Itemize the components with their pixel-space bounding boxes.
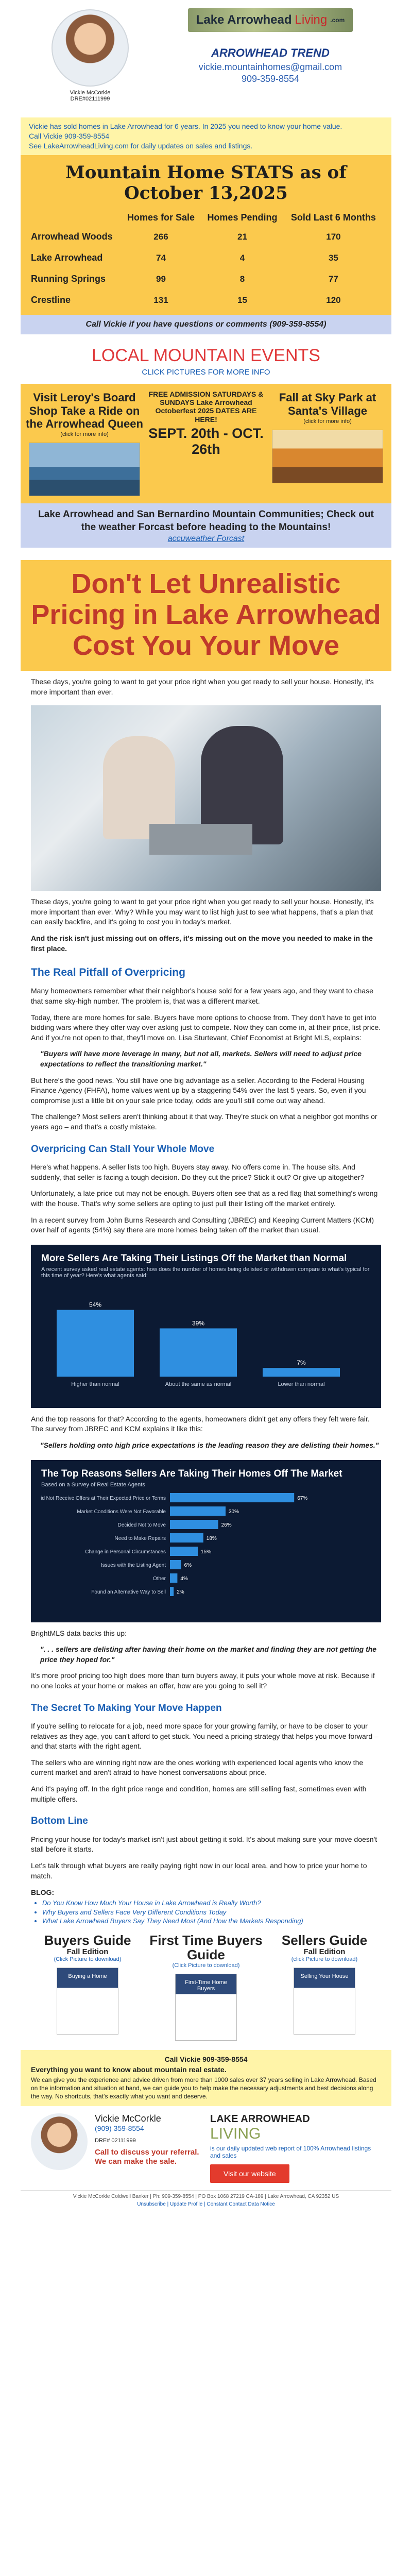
section-heading: Bottom Line	[31, 1816, 88, 1827]
events-subtitle[interactable]: CLICK PICTURES FOR MORE INFO	[142, 368, 270, 377]
chart-bar	[170, 1560, 181, 1569]
chart-bar	[160, 1328, 237, 1377]
tick-label: Higher than normal	[71, 1381, 119, 1387]
event-oktoberfest[interactable]: FREE ADMISSION SATURDAYS & SUNDAYS Lake Arrowhead Octoberfest 2025 DATES ARE HERE! SEPT. 20th - OCT. 26th	[148, 390, 264, 457]
chart-bar	[170, 1493, 294, 1502]
call-link[interactable]: Call Vickie 909-359-8554	[29, 131, 110, 140]
section-heading: The Real Pitfall of Overpricing	[31, 967, 185, 979]
call-bar: Call Vickie if you have questions or comments (909-359-8554)	[21, 315, 391, 334]
buyers-guide[interactable]: Buyers Guide Fall Edition (Click Picture to download) Buying a Home	[31, 1933, 144, 2041]
guides-row	[21, 1926, 391, 2041]
weather-link[interactable]: accuweather Forcast	[167, 534, 245, 543]
chart-bar	[170, 1533, 203, 1543]
data-label: 26%	[221, 1522, 232, 1528]
notice-box: Vickie has sold homes in Lake Arrowhead for 6 years. In 2025 you need to know your home value. Call Vickie 909-359-8554 See LakeArrowheadLiving.com for daily updates on sales and listings.	[21, 117, 391, 155]
article-headline-box	[21, 560, 391, 671]
data-label: 30%	[229, 1509, 239, 1515]
tick-label: Did Not Receive Offers at Their Expected Price or Terms	[41, 1495, 166, 1501]
sellers-guide[interactable]: Sellers Guide Fall Edition (click Picture to download) Selling Your House	[268, 1933, 381, 2041]
chart-delisting-svg	[41, 1279, 371, 1397]
data-label: 54%	[89, 1301, 102, 1309]
guide-cover: First-Time Home Buyers	[175, 1974, 237, 2041]
newsletter: Vickie McCorkle DRE#02111999 Lake Arrowhead Living .com ARROWHEAD TREND vickie.mountainhomes@gmail.com 909-359-8554 Vickie has sold homes in Lake Arrowhead for 6 years. In 2025 you need to know your home value. Call Vickie 909-359-8554 See LakeArrowheadLiving.com for daily updates on sales and listings. Mountain Home STATS as of October 13,2025 Homes for Sale Homes Pending Sold Last 6 Months Arrowhead Woods 266 21 170 Lake Arrowhead 74 4 35 Running Springs 99 8 77 Crestline 131 15 120 Call Vickie if you have questions or comments (909-359-8554) LOCAL MOUNTAIN EVENTS CLICK PICTURES FOR MORE INFO Visit Leroy's Board Shop Take a Ride on the Arrowhead Queen (click for more info) FREE ADMISSION SATURDAYS & SUNDAYS Lake Arrowhead Octoberfest 2025 DATES ARE HERE! SEPT. 20th - OCT. 26th Fall at Sky Park at Santa's Village (click for more info) Lake Arrowhead and San Bernardino Mountain Communities; Check out the weather Forcast before heading to the Mountains! accuweather Forcast Don't Let Unrealistic Pricing in Lake Arrowhead Cost You Your Move These days, you're going to want to get your price right when you get ready to sell your house. Honestly, it's more important than ever. These days, you're going to want to get your price right when you get ready to sell your house. Honestly, it's more important than ever. Why? While you may want to list high just to see what happens, that's a plan that can easily backfire, and it's going to cost you in today's market. And the risk isn't just missing out on offers, it's missing out on the move you needed to make in the first place. The Real Pitfall of Overpricing Many homeowners remember what their neighbor's house sold for a few years ago, and they want to chase that same sky-high number. The problem is, that was a different market. Today, there are more homes for sale. Buyers have more options to choose from. They don't have to get into bidding wars where they offer way over asking just to compete. Now they can come in, at their price, list price. And if you're not open to that, they'll move on. Lisa Sturtevant, Chief Economist at Bright MLS, explains: "Buyers will have more leverage in many, but not all, markets. Sellers will need to adjust price expectations to reflect the transitioning market." But here's the good news. You still have one big advantage as a seller. According to the Federal Housing Finance Agency (FHFA), home values went up by a staggering 54% over the last 5 years. So, even if you compromise just a little bit on your sale price today, odds are you'll still come out way ahead. The challenge? Most sellers aren't thinking about it that way. They're stuck on what a neighbor got months or years ago – and that's a costly mistake. Overpricing Can Stall Your Whole Move Here's what happens. A seller lists too high. Buyers stay away. No offers come in. The house sits. And suddenly, that seller is facing a tough decision. Do they cut the price? Stick it out? Or give up altogether? Unfortunately, a late price cut may not be enough. Buyers often see that as a red flag that something's wrong with the house. That's why some sellers are opting to just pull their listing off the market entirely. In a recent survey from John Burns Research and Consulting (JBREC) and Keeping Current Matters (KCM) over half of agents (54%) say there are more homes being taken off the market than usual. More Sellers Are Taking Their Listings Off the Market than Normal A recent survey asked real estate agents: how does the number of homes being delisted or withdrawn compare to what's typical for this time of year? Here's what agents said: 54% Higher than normal 39% About the same as normal 7% Lower than normal And the top reasons for that? According to the agents, homeowners didn't get any offers they felt were fair. The survey from JBREC and KCM explains it like this: "Sellers holding onto high price expectations is the leading reason they are delisting their homes." The Top Reasons Sellers Are Taking Their Homes Off The Market Based on a Survey of Real Estate Agents Did Not Receive Offers at Their Expected Price or Terms 67% Market Conditions Were Not Favorable 30% Decided Not to Move 26% Need to Make Repairs 18% Change in Personal Circumstances 15% Issues with the Listing Agent 6% Other 4% Found an Alternative Way to Sell 2% BrightMLS data backs this up: ". . . sellers are delisting after having their home on the market and finding they are not getting the price they hoped for." It's more proof pricing too high does more than turn buyers away, it puts your whole move at risk. Because if no one looks at your home or makes an offer, how are you going to sell it? The Secret To Making Your Move Happen If you're selling to relocate for a job, need more space for your growing family, or have to be closer to your relatives as they age, you can't afford to get stuck. You need a pricing strategy that helps you move forward – and that starts with the right agent. The sellers who are winning right now are the ones working with experienced local agents who know the current market and aren't afraid to have honest conversations about price. And it's paying off. In the right price range and condition, homes are still selling fast, sometimes even with multiple offers. Bottom Line Pricing your house for today's market isn't just about getting it sold. It's about making sure your move doesn't stall before it starts. Let's talk through what buyers are really paying right now in our local area, and how to price your home to match. BLOG: • Do You Know How Much Your House in Lake Arrowhead is Really Worth? • Why Buyers and Sellers Face Very Different Conditions Today • What Lake Arrowhead Buyers Say They Need Most (And How the Markets Responding) Buyers Guide Fall Edition (Click Picture to download) Buying a Home First Time Buyers Guide (Click Picture to download) First-Time Home Buyers Sellers Guide Fall Edition (click Picture to download) Selling Your House Call Vickie 909-359-8554 Everything you want to know about mountain real estate. We can give you the experience and advice driven from more than 1000 sales over 37 years selling in Lake Arrowhead. Based on the information and situation at hand, we can guide you to help make the necessary adjustments and best decisions along the way. No shortcuts, that's exactly what you want and deserve. Vickie McCorkle (909) 359-8554 DRE# 02111999 Call to discuss your referral. We can make the sale. LAKE ARROWHEAD LIVING is our daily updated web report of 100% Arrowhead listings and sales Visit our website Vickie McCorkle Coldwell Banker | Ph: 909-359-8554 | PO Box 1068 27219 CA-189 | Lake Arrowhead, CA 92352 US Unsubscribe | Update Profile | Constant Contact Data Notice	[21, 0, 391, 2210]
guide-cover: Buying a Home	[57, 1968, 118, 2035]
chart-bar	[57, 1310, 134, 1377]
tick-label: Need to Make Repairs	[114, 1535, 166, 1541]
chart-bar	[170, 1520, 218, 1529]
chart-reasons-svg	[41, 1488, 371, 1612]
legal-footer: Vickie McCorkle Coldwell Banker | Ph: 909-359-8554 | PO Box 1068 27219 CA-189 | Lake Arrowhead, CA 92352 US Unsubscribe | Update Profile | Constant Contact Data Notice	[21, 2190, 391, 2210]
table-row: Crestline 131 15 120	[31, 295, 341, 306]
tick-label: Lower than normal	[278, 1381, 325, 1387]
section-heading: The Secret To Making Your Move Happen	[31, 1702, 222, 1714]
agent-photo	[52, 9, 129, 87]
signature: Vickie McCorkle (909) 359-8554 DRE# 02111999 Call to discuss your referral. We can make the sale. LAKE ARROWHEAD LIVING is our daily updated web report of 100% Arrowhead listings and sales Visit our website	[21, 2106, 391, 2190]
chart-bar	[170, 1506, 226, 1516]
events-row	[21, 384, 391, 503]
table-row: Running Springs 99 8 77	[31, 274, 338, 284]
sky-park-image[interactable]	[272, 430, 383, 483]
data-label: 7%	[297, 1359, 306, 1366]
table-row: Lake Arrowhead 74 4 35	[31, 252, 338, 263]
tick-label: Issues with the Listing Agent	[100, 1562, 166, 1568]
data-label: 18%	[206, 1535, 217, 1541]
blog-link[interactable]: • Why Buyers and Sellers Face Very Different Conditions Today	[42, 1908, 381, 1917]
stats-title: Mountain Home STATS as of October 13,2025	[65, 162, 347, 204]
tick-label: About the same as normal	[165, 1381, 232, 1387]
avatar	[31, 2113, 88, 2170]
event-boat-ride[interactable]: Visit Leroy's Board Shop Take a Ride on the Arrowhead Queen (click for more info)	[26, 388, 143, 496]
stats-table: Homes for Sale Homes Pending Sold Last 6 Months Arrowhead Woods 266 21 170 Lake Arrowhead 74 4 35 Running Springs 99 8 77 Crestline 131 15 120	[29, 209, 383, 311]
blog-link[interactable]: • What Lake Arrowhead Buyers Say They Need Most (And How the Markets Responding)	[42, 1917, 381, 1926]
tick-label: Decided Not to Move	[117, 1522, 166, 1528]
header	[21, 0, 391, 117]
chart-delisting: More Sellers Are Taking Their Listings Off the Market than Normal A recent survey asked real estate agents: how does the number of homes being delisted or withdrawn compare to what's typical for this time of year? Here's what agents said: 54% Higher than normal 39% About the same as normal 7% Lower than normal	[31, 1245, 381, 1408]
data-label: 6%	[184, 1562, 192, 1568]
guide-cover: Selling Your House	[294, 1968, 355, 2035]
data-label: 39%	[192, 1319, 205, 1327]
event-sky-park[interactable]: Fall at Sky Park at Santa's Village (click for more info)	[269, 388, 386, 496]
data-label: 4%	[180, 1575, 188, 1582]
newsletter-title: ARROWHEAD TREND	[211, 46, 330, 59]
section-heading: Overpricing Can Stall Your Whole Move	[31, 1143, 215, 1155]
blog-link[interactable]: • Do You Know How Much Your House in Lake Arrowhead is Really Worth?	[42, 1899, 381, 1908]
email-link[interactable]: vickie.mountainhomes@gmail.com	[198, 62, 342, 72]
footer-info: Call Vickie 909-359-8554 Everything you want to know about mountain real estate. We can give you the experience and advice driven from more than 1000 sales over 37 years selling in Lake Arrowhead. Based on the information and situation at hand, we can guide you to help make the necessary adjustments and best decisions along the way. No shortcuts, that's exactly what you want and deserve.	[21, 2050, 391, 2106]
agent-name: Vickie McCorkle DRE#02111999	[70, 90, 111, 102]
events-title: LOCAL MOUNTAIN EVENTS	[92, 346, 320, 366]
site-link[interactable]: See LakeArrowheadLiving.com for daily updates on sales and listings.	[29, 141, 253, 150]
boat-image[interactable]	[29, 443, 140, 496]
article-hero-image	[31, 705, 381, 891]
article-body: These days, you're going to want to get your price right when you get ready to sell your house. Honestly, it's more important than ever.	[31, 677, 374, 696]
data-label: 2%	[177, 1589, 184, 1595]
weather-bar: Lake Arrowhead and San Bernardino Mountain Communities; Check out the weather Forcast before heading to the Mountains! accuweather Forcast	[21, 503, 391, 547]
table-row: Arrowhead Woods 266 21 170	[31, 231, 341, 242]
chart-bar	[170, 1587, 174, 1596]
tick-label: Other	[152, 1575, 166, 1582]
tick-label: Market Conditions Were Not Favorable	[77, 1509, 166, 1515]
chart-bar	[263, 1368, 340, 1377]
chart-reasons: The Top Reasons Sellers Are Taking Their Homes Off The Market Based on a Survey of Real Estate Agents Did Not Receive Offers at Their Expected Price or Terms 67% Market Conditions Were Not Favorable 30% Decided Not to Move 26% Need to Make Repairs 18% Change in Personal Circumstances 15% Issues with the Listing Agent 6% Other 4% Found an Alternative Way to Sell 2%	[31, 1460, 381, 1622]
article-headline: Don't Let Unrealistic Pricing in Lake Arrowhead Cost You Your Move	[31, 568, 381, 662]
chart-bar	[170, 1573, 177, 1583]
tick-label: Change in Personal Circumstances	[85, 1549, 166, 1555]
phone-link[interactable]: 909-359-8554	[241, 74, 300, 84]
data-label: 15%	[201, 1549, 212, 1555]
first-time-buyers-guide[interactable]: First Time Buyers Guide (Click Picture to download) First-Time Home Buyers	[149, 1933, 263, 2041]
stats-section	[21, 155, 391, 315]
tick-label: Found an Alternative Way to Sell	[91, 1589, 166, 1595]
site-logo[interactable]: Lake Arrowhead Living .com	[188, 8, 353, 32]
data-label: 67%	[297, 1495, 308, 1501]
footer-links[interactable]: Unsubscribe | Update Profile | Constant Contact Data Notice	[137, 2201, 275, 2207]
blog-section: BLOG: • Do You Know How Much Your House in Lake Arrowhead is Really Worth? • Why Buyers and Sellers Face Very Different Conditions Today • What Lake Arrowhead Buyers Say They Need Most (And How the Markets Responding)	[21, 1881, 391, 1926]
chart-bar	[170, 1547, 198, 1556]
visit-website-button[interactable]: Visit our website	[210, 2164, 289, 2183]
phone-link[interactable]: (909) 359-8554	[95, 2124, 144, 2132]
